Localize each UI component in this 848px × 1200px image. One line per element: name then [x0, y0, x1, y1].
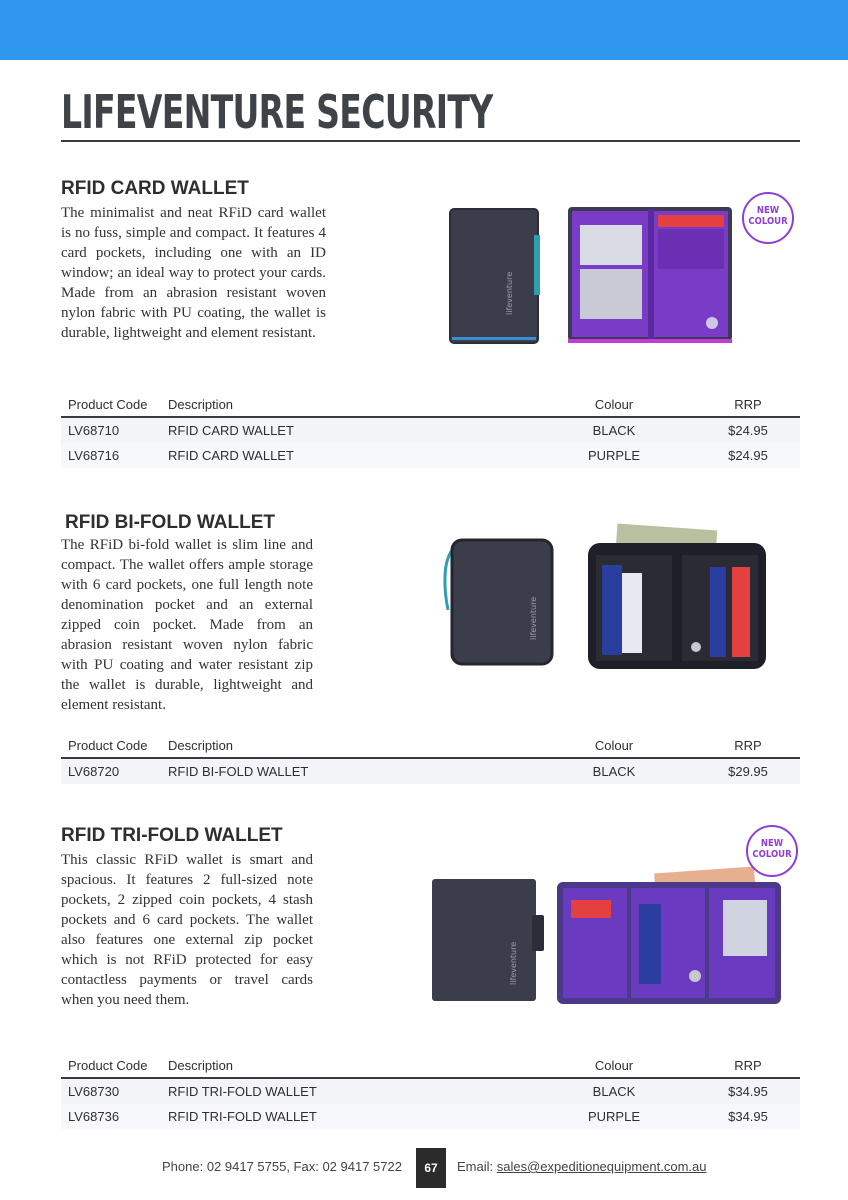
footer-contact: Phone: 02 9417 5755, Fax: 02 9417 5722: [162, 1159, 402, 1174]
column-header-colour: Colour: [532, 392, 696, 417]
product-description-tri-fold-wallet: This classic RFiD wallet is smart and spacious. It features 2 full-sized note pockets, 2 zipped coin pockets, 4 stash pockets and 6 card pockets. The wallet also features one external zip pocket which is not RFiD protected for easy contactless payments or travel cards when you need them.: [61, 852, 313, 1008]
bi-fold-wallet-open-image: [586, 523, 768, 673]
page-title: LIFEVENTURE SECURITY: [61, 85, 493, 139]
column-header-description: Description: [161, 733, 532, 758]
card-wallet-closed-image: [446, 205, 546, 345]
card-wallet-open-image: [566, 205, 734, 345]
svg-text:lifeventure: lifeventure: [505, 271, 514, 315]
footer-email-label: Email:: [457, 1159, 497, 1174]
cell-rrp: $34.95: [696, 1104, 800, 1129]
table-row: [61, 417, 800, 443]
title-divider: [61, 140, 800, 142]
column-header-colour: Colour: [532, 1053, 696, 1078]
product-table-card-wallet: [61, 392, 800, 468]
column-header-rrp: RRP: [696, 733, 800, 758]
header-bar: [0, 0, 848, 60]
cell-product-code: LV68716: [61, 443, 161, 468]
product-title-card-wallet: RFID CARD WALLET: [61, 178, 249, 199]
product-title-tri-fold-wallet: RFID TRI-FOLD WALLET: [61, 825, 283, 846]
new-colour-badge-text: NEW COLOUR: [748, 205, 788, 227]
cell-colour: PURPLE: [532, 443, 696, 468]
cell-product-code: LV68736: [61, 1104, 161, 1129]
cell-rrp: $24.95: [696, 443, 800, 468]
column-header-product-code: Product Code: [61, 733, 161, 758]
product-description-bi-fold-wallet: The RFiD bi-fold wallet is slim line and compact. The wallet offers ample storage with 6 card pockets, one full length note denomination pocket and an external zipped coin pocket. Made from an abrasion resistant woven nylon fabric with PU coating and water resistant zip the wallet is durable, lightweight and element resistant.: [61, 537, 313, 713]
cell-description: RFID TRI-FOLD WALLET: [161, 1104, 532, 1129]
cell-description: RFID CARD WALLET: [161, 443, 532, 468]
cell-rrp: $34.95: [696, 1078, 800, 1104]
column-header-description: Description: [161, 1053, 532, 1078]
product-table-bi-fold-wallet: [61, 733, 800, 784]
footer-email: [457, 1159, 707, 1174]
page-number: 67: [416, 1148, 446, 1188]
product-table-tri-fold-wallet: [61, 1053, 800, 1129]
table-row: [61, 1104, 800, 1129]
cell-colour: BLACK: [532, 417, 696, 443]
column-header-product-code: Product Code: [61, 1053, 161, 1078]
cell-product-code: LV68720: [61, 758, 161, 784]
table-header-row: [61, 733, 800, 758]
column-header-description: Description: [161, 392, 532, 417]
cell-colour: BLACK: [532, 1078, 696, 1104]
page-footer: [0, 1148, 848, 1188]
new-colour-badge: [746, 825, 798, 877]
product-description-card-wallet: The minimalist and neat RFiD card wallet is no fuss, simple and compact. It features 4 card pockets, including one with an ID window; an ideal way to protect your cards. Made from an abrasion resistant woven nylon fabric with PU coating, the wallet is durable, lightweight and element resistant.: [61, 205, 326, 341]
column-header-product-code: Product Code: [61, 392, 161, 417]
table-header-row: [61, 392, 800, 417]
column-header-rrp: RRP: [696, 392, 800, 417]
cell-colour: PURPLE: [532, 1104, 696, 1129]
email-link[interactable]: sales@expeditionequipment.com.au: [496, 1159, 707, 1174]
table-row: [61, 758, 800, 784]
tri-fold-wallet-open-image: [555, 864, 783, 1006]
tri-fold-wallet-closed-image: [428, 875, 548, 1005]
table-row: [61, 1078, 800, 1104]
bi-fold-wallet-closed-image: [440, 530, 558, 670]
new-colour-badge: [742, 192, 794, 244]
cell-description: RFID BI-FOLD WALLET: [161, 758, 532, 784]
cell-description: RFID TRI-FOLD WALLET: [161, 1078, 532, 1104]
column-header-colour: Colour: [532, 733, 696, 758]
cell-rrp: $29.95: [696, 758, 800, 784]
cell-product-code: LV68710: [61, 417, 161, 443]
product-title-bi-fold-wallet: RFID BI-FOLD WALLET: [65, 512, 276, 533]
cell-product-code: LV68730: [61, 1078, 161, 1104]
svg-text:lifeventure: lifeventure: [509, 941, 518, 985]
table-row: [61, 443, 800, 468]
cell-description: RFID CARD WALLET: [161, 417, 532, 443]
table-header-row: [61, 1053, 800, 1078]
column-header-rrp: RRP: [696, 1053, 800, 1078]
cell-colour: BLACK: [532, 758, 696, 784]
svg-text:lifeventure: lifeventure: [529, 596, 538, 640]
new-colour-badge-text: NEW COLOUR: [752, 838, 792, 860]
cell-rrp: $24.95: [696, 417, 800, 443]
